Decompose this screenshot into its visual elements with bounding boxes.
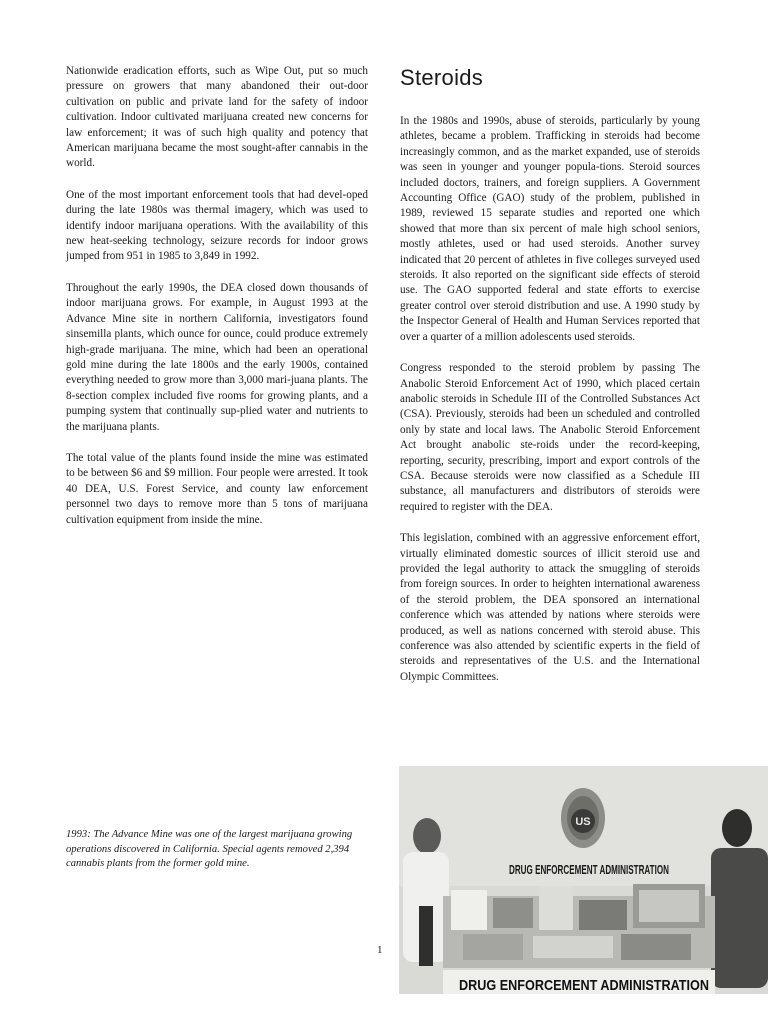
body-paragraph: Nationwide eradication efforts, such as Wipe Out, put so much pressure on growers that many abandoned their out-door cultivation on public and private land for the safety of indoor cultivation. Indoor cultivated marijuana created new concerns for law enforcement; it was of such high quality and potency that American marijuana became the most sought-after cannabis in the world. (66, 65, 368, 170)
left-column (66, 64, 368, 544)
body-paragraph: This legislation, combined with an aggressive enforcement effort, virtually eliminated domestic sources of illicit steroid use and provided the legal authority to attack the smuggling of steroids from foreign sources. In order to heighten international awareness of the steroid problem, the DEA sponsored an international conference which was attended by nations where steroids were produced, as well as nations concerned with steroid abuse. This conference was also attended by scientific experts in the field of steroids and representatives of the U.S. and the International Olympic Committees. (400, 532, 700, 683)
photo-caption: 1993: The Advance Mine was one of the largest marijuana growing operations discovered in California. Special agents removed 2,394 cannabis plants from the former gold mine. (66, 829, 353, 870)
seizure-photo (399, 766, 768, 994)
section-heading: Steroids (400, 65, 484, 90)
banner-lower: DRUG ENFORCEMENT ADMINISTRATION (459, 977, 709, 994)
body-paragraph: Congress responded to the steroid problem by passing The Anabolic Steroid Enforcement Act of 1990, which placed certain anabolic steroids in Schedule III of the Controlled Substances Act (CSA). Previously, steroids had been un scheduled and controlled only by state and local laws. The Anabolic Steroid Enforcement Act brought anabolic ste-roids under the record-keeping, reporting, security, prescribing, import and export controls of the CSA. Because steroids were now classified as a Schedule III substance, all manufacturers and distributors of steroids were required to register with the DEA. (400, 362, 700, 513)
body-paragraph: One of the most important enforcement tools that had devel-oped during the late 1980s was thermal imagery, which was used to identify indoor marijuana operations. With the availability of this new heat-seeking technology, seizure records for indoor grows jumped from 951 in 1985 to 3,849 in 1992. (66, 188, 368, 263)
page-number: 1 (377, 944, 383, 956)
body-paragraph: The total value of the plants found inside the mine was estimated to be between $6 and $9 million. Four people were arrested. It took 40 DEA, U.S. Forest Service, and county law enforcement personnel two days to remove more than 5 tons of marijuana cultivation equipment from inside the mine. (66, 451, 368, 526)
body-paragraph: Throughout the early 1990s, the DEA closed down thousands of indoor marijuana grows. For example, in August 1993 at the Advance Mine site in northern California, investigators found sinsemilla plants, which ounce for ounce, could produce extremely high-grade marijuana. The mine, which had been an operational gold mine during the late 1800s and the early 1900s, contained everything needed to grow more than 3,000 mari-juana plants. The 8-section complex included five rooms for growing plants, and a pumping system that continually sup-plied water and nutrients to the marijuana plants. (66, 281, 368, 433)
banner-upper: DRUG ENFORCEMENT ADMINISTRATION (509, 862, 669, 877)
body-paragraph: In the 1980s and 1990s, abuse of steroids, particularly by young athletes, became a problem. Trafficking in steroids had become increasingly common, and as the market expanded, use of steroids was seen in younger and younger popula-tions. Steroid sources included doctors, trainers, and foreign suppliers. A Government Accounting Office (GAO) study of the problem, published in 1989, reviewed 15 separate studies and reported one which showed that more than six percent of male high school seniors, mostly athletes, used or had used steroids. Another survey indicated that 20 percent of athletes in five colleges surveyed used steroids. It also reported on the significant side effects of steroid use. The GAO supported federal and state efforts to exercise greater control over steroid distribution and use. A 1990 study by the Inspector General of Health and Human Services reported that over a quarter of a million adolescents used steroids. (400, 115, 700, 343)
dea-badge-icon (561, 788, 605, 848)
right-column (400, 64, 700, 701)
badge-text: US (575, 816, 591, 828)
